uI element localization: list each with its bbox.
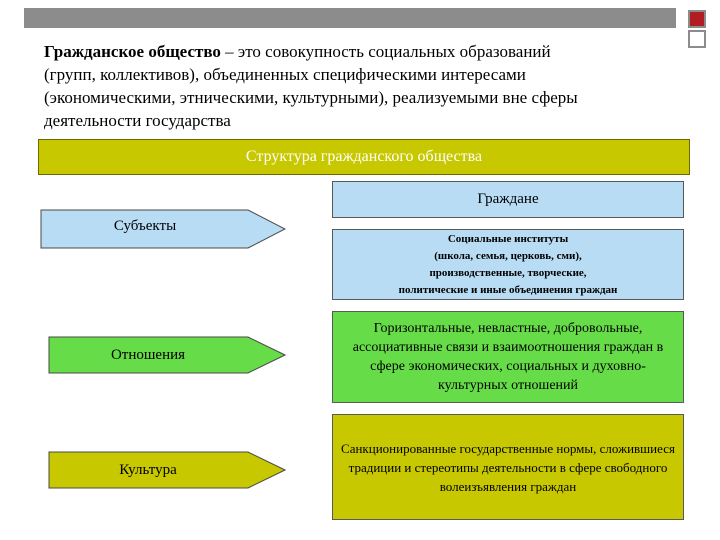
definition-line-1: – это совокупность социальных образований <box>220 42 551 61</box>
institutes-line-1: Социальные институты <box>447 232 569 245</box>
subjects-arrow <box>40 209 286 249</box>
institutes-line-4: политические и иные объединения граждан <box>398 283 618 296</box>
citizens-label: Граждане <box>477 191 539 207</box>
structure-banner <box>38 139 690 175</box>
definition-text <box>44 40 692 132</box>
institutes-line-2: (школа, семья, церковь, сми), <box>434 249 582 262</box>
relations-description: Горизонтальные, невластные, добровольные, ассоциативные связи и взаимоотношения граждан в сфере экономических, социальных и духовно-культурных отношений <box>352 321 664 393</box>
definition-line-2: (групп, коллективов), объединенных специфическими интересами <box>44 65 526 84</box>
social-institutes-box <box>332 229 684 300</box>
relations-arrow <box>48 336 286 374</box>
definition-line-3: (экономическими, этническими, культурными), реализуемыми вне сферы <box>44 88 578 107</box>
definition-term: Гражданское общество <box>44 42 221 61</box>
culture-arrow <box>48 451 286 489</box>
structure-banner-label: Структура гражданского общества <box>245 148 483 165</box>
corner-red-square <box>688 10 706 28</box>
definition-line-4: деятельности государства <box>44 111 231 130</box>
culture-label: Культура <box>119 461 177 478</box>
relations-description-box <box>332 311 684 403</box>
culture-description-box <box>332 414 684 520</box>
relations-label: Отношения <box>110 346 186 363</box>
culture-description: Санкционированные государственные нормы, сложившиеся традиции и стереотипы деятельности в сфере свободного волеизъявления граждан <box>341 440 675 494</box>
citizens-box <box>332 181 684 218</box>
top-decor-bar <box>24 8 676 28</box>
institutes-line-3: производственные, творческие, <box>429 266 587 279</box>
subjects-label: Субъекты <box>113 218 177 234</box>
